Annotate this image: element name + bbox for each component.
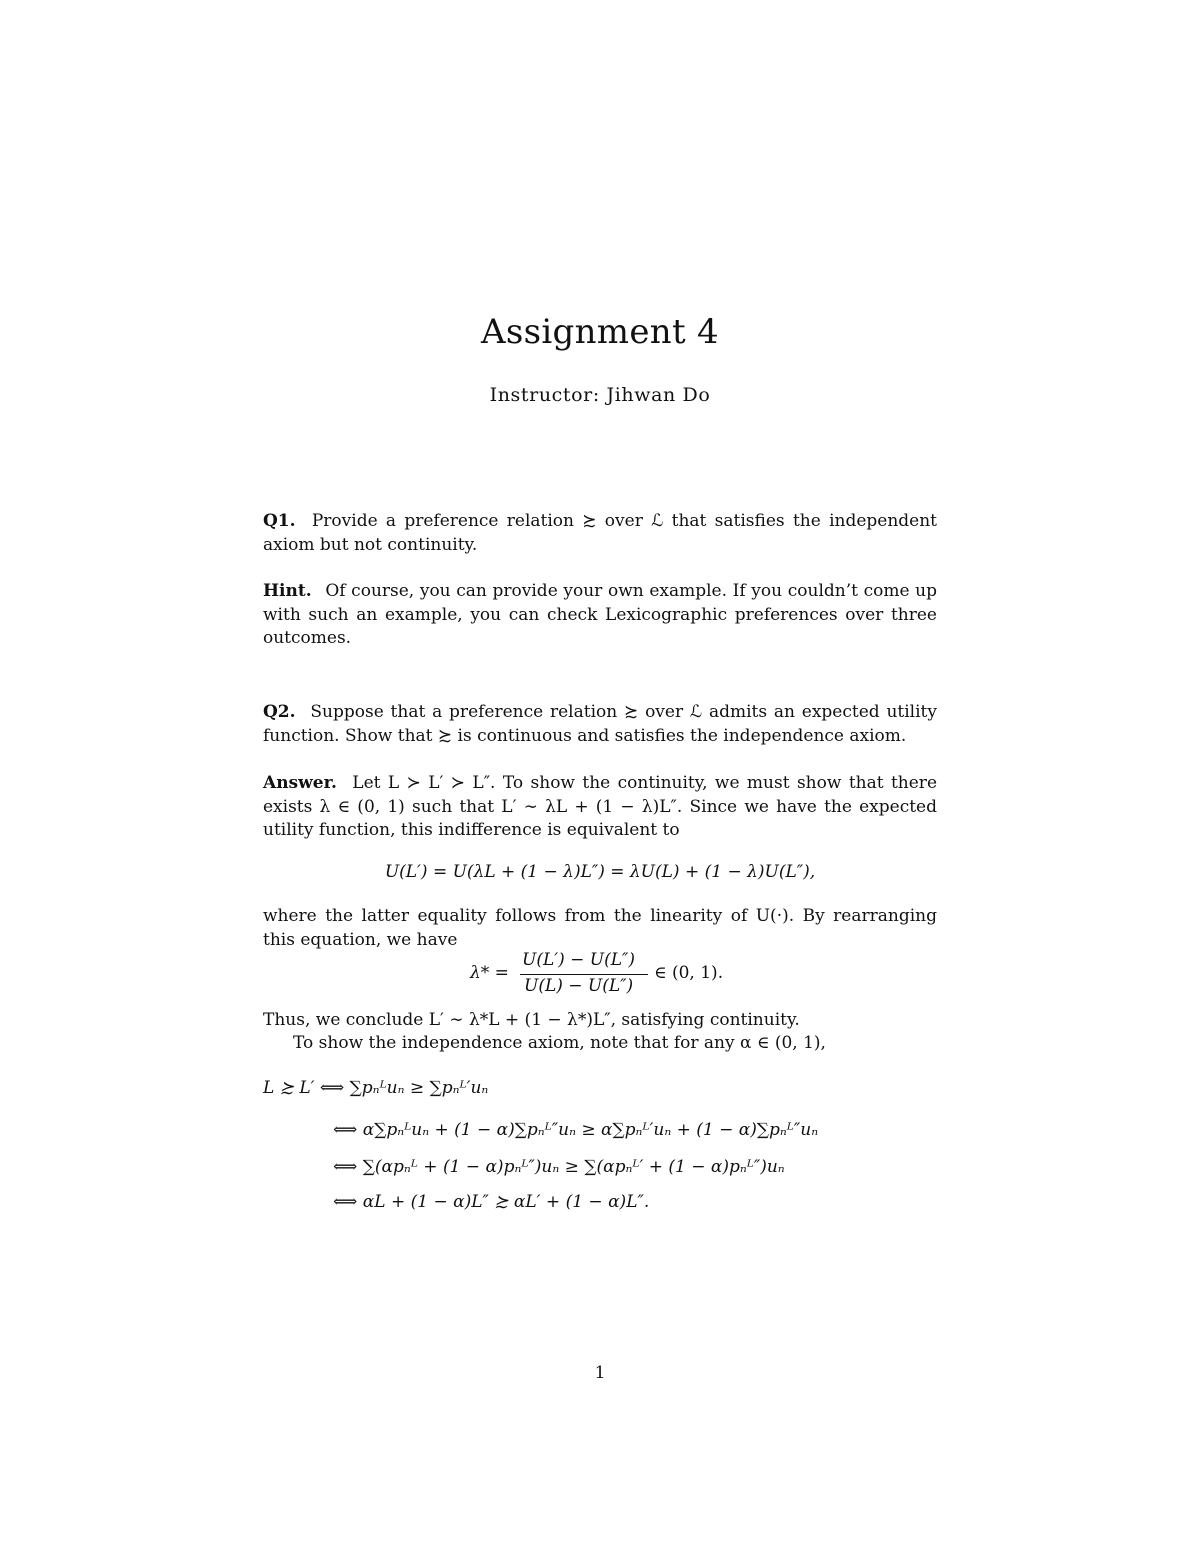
question-1-text: Provide a preference relation ≿ over ℒ that satisfies the independent axiom but not continuity. xyxy=(263,511,938,555)
author-line: Instructor: Jihwan Do xyxy=(489,384,711,406)
equation-lambda-denominator: U(L) − U(L″) xyxy=(524,976,634,996)
proof-line-3: ⟺ ∑(αpₙᴸ + (1 − α)pₙᴸ″)uₙ ≥ ∑(αpₙᴸ′ + (1 − α)pₙᴸ″)uₙ xyxy=(333,1157,785,1177)
equation-lambda-numerator: U(L′) − U(L″) xyxy=(522,950,636,970)
hint-label: Hint. xyxy=(263,581,312,601)
equation-lambda-lhs: λ* = xyxy=(470,963,509,983)
question-1 xyxy=(263,510,937,557)
proof-line-1: L ≿ L′ ⟺ ∑pₙᴸuₙ ≥ ∑pₙᴸ′uₙ xyxy=(263,1078,489,1098)
page-title: Assignment 4 xyxy=(481,312,719,352)
equation-utility-linearity: U(L′) = U(λL + (1 − λ)L″) = λU(L) + (1 − λ)U(L″), xyxy=(384,862,816,882)
proof-line-2: ⟺ α∑pₙᴸuₙ + (1 − α)∑pₙᴸ″uₙ ≥ α∑pₙᴸ′uₙ + (1 − α)∑pₙᴸ″uₙ xyxy=(333,1120,819,1140)
question-2-label: Q2. xyxy=(263,702,296,722)
hint-paragraph xyxy=(263,580,937,651)
proof-line-4: ⟺ αL + (1 − α)L″ ≿ αL′ + (1 − α)L″. xyxy=(333,1192,650,1212)
hint-text: Of course, you can provide your own example. If you couldn’t come up with such an example, you can check Lexicographic preferences over three outcomes. xyxy=(263,581,938,648)
answer-text-2: where the latter equality follows from the linearity of U(·). By rearranging this equation, we have xyxy=(263,906,937,950)
equation-lambda-rhs: ∈ (0, 1). xyxy=(654,963,724,983)
question-1-label: Q1. xyxy=(263,511,296,531)
answer-text: Let L ≻ L′ ≻ L″. To show the continuity, we must show that there exists λ ∈ (0, 1) such that L′ ∼ λL + (1 − λ)L″. Since we have the expected utility function, this indifference is equivalent to xyxy=(263,773,937,840)
fraction-bar xyxy=(520,974,648,975)
question-2 xyxy=(263,701,937,748)
answer-text-4: To show the independence axiom, note that for any α ∈ (0, 1), xyxy=(293,1033,826,1053)
answer-paragraph xyxy=(263,772,937,843)
answer-text-3: Thus, we conclude L′ ∼ λ*L + (1 − λ*)L″, satisfying continuity. xyxy=(263,1010,800,1030)
page-number: 1 xyxy=(594,1363,606,1383)
answer-label: Answer. xyxy=(263,773,337,793)
question-2-text: Suppose that a preference relation ≿ over ℒ admits an expected utility function. Show that ≿ is continuous and satisfies the independence axiom. xyxy=(263,702,937,746)
